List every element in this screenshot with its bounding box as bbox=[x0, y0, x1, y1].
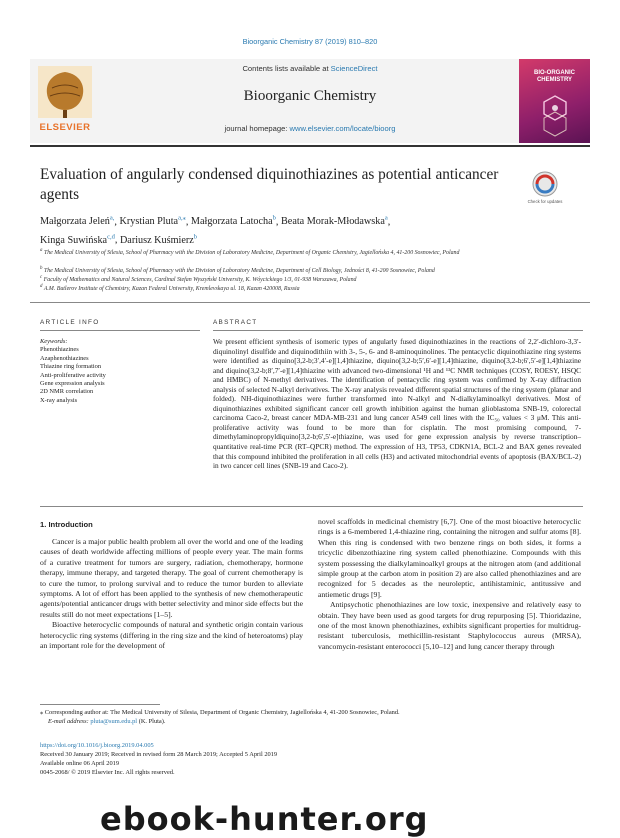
affiliation: $^c$ Faculty of Mathematics and Natural Sciences, Cardinal Stefan Wyszyński University, K. Wóycickiego 1/3, 01-938 Warszawa, Poland bbox=[40, 275, 357, 283]
keyword: Phenothiazines bbox=[40, 346, 79, 354]
affiliation: $^d$ A.M. Butlerov Institute of Chemistry, Kazan Federal University, Kremlevskaya ul. 18, Kazan 420008, Russia bbox=[40, 284, 300, 292]
abstract-text: We present efficient synthesis of isomeric types of angularly fused diquinothiazines in the reactions of 2,2′-dichloro-3,3′-diquinolinyl disulfide and diquinodithiin with 3-, 5-, 6- and 8-aminoquinolines. The pentacyclic diquinothiazine ring systems were identified as diquino[3,2-b;3′,4′-e][1,4]thiazine, diquino[3,2-b;5′,6′-e][1,4]thiazine, diquino[3,2-b;6′,5′-e][1,4]thiazine and diquino[3,2-b;8′,7′-e][1,4]thiazine with advanced two-dimensional ¹H and ¹³C NMR techniques (COSY, ROESY, HSQC and HMBC) of N-methyl derivatives. The identification of pentacyclic ring system was confirmed by X-ray diffraction analysis of selected N-alkyl derivatives. The X-ray analysis revealed different spatial structures of the ring system (planar and folded). NH-diquinothiazines were further transformed into N-alkyl and N-dialkylaminoalkyl derivatives. Most of diquinothiazines exhibited significant cancer cell growth inhibition against the human glioblastoma SNB-19, colorectal carcinoma Caco-2, breast cancer MDA-MB-231 and lung cancer A549 cell lines with the IC₅₀ values < 3 μM. This anti-proliferative activity was found to be more than for cisplatin. The most promising compound, 7-dimethylaminopropyldiquino[3,2-b;6′,5′-e]thiazine, was used for gene expression analysis by reverse transcription–quantitative real-time PCR (RT–QPCR) method. The expression of H3, TP53, CDKN1A, BCL-2 and BAX genes revealed that this compound inhibited the proliferation in all cells (H3) and activated mitochondrial events of apoptosis (BAX/BCL-2) in two cancer cell lines (SNB-19 and Caco-2). bbox=[213, 337, 581, 471]
affiliation: $^b$ The Medical University of Silesia, School of Pharmacy with the Division of Laboratory Medicine, Department of Cell Biology, Jedności 8, 41-200 Sosnowiec, Poland bbox=[40, 266, 435, 274]
abstract-heading: ABSTRACT bbox=[213, 319, 258, 326]
article-title: Evaluation of angularly condensed diquinothiazines as potential anticancer agents bbox=[40, 166, 499, 203]
homepage-line bbox=[110, 124, 510, 133]
article-info-rule bbox=[40, 330, 200, 331]
paragraph: Bioactive heterocyclic compounds of natural and synthetic origin contain various heterocyclic ring systems (differing in the ring size and the kind of heteroatoms) play an important role for the development of bbox=[40, 620, 303, 651]
watermark: ebook-hunter.org bbox=[100, 800, 429, 838]
check-for-updates-label[interactable]: Check for updates bbox=[527, 199, 563, 204]
author[interactable]: Beata Morak-Młodawska$^a$ bbox=[281, 215, 388, 228]
author[interactable]: Małgorzata Latocha$^b$ bbox=[190, 215, 276, 228]
elsevier-tree-logo bbox=[30, 60, 100, 130]
keyword: 2D NMR correlation bbox=[40, 388, 94, 396]
keywords-block bbox=[40, 338, 190, 405]
author[interactable]: Małgorzata Jeleń$^{a,}$ bbox=[40, 215, 115, 228]
cover-molecule-art bbox=[530, 90, 580, 138]
cover-title: BIO-ORGANIC CHEMISTRY bbox=[534, 70, 575, 83]
abstract-rule bbox=[213, 330, 583, 331]
affiliation-rule bbox=[30, 302, 590, 303]
keywords-label: Keywords: bbox=[40, 338, 68, 345]
sciencedirect-link[interactable]: ScienceDirect bbox=[330, 64, 378, 73]
paragraph: Cancer is a major public health problem all over the world and one of the leading causes of death worldwide affecting millions of people every year. The main forms of a curative treatment for tumors are surgery, radiation, chemotherapy, hormone therapy, immune therapy, and targeted therapy. The goal of current chemotherapy is to cure the tumor, to prolong survival and to reduce the tumor burden to alleviate symptoms. A lot of effort has been applied to the synthesis of new chemotherapeutic agents/potential anticancer drugs with better selectivity and minor side effects but the results still do not meet expectations [1–5]. bbox=[40, 537, 303, 619]
paragraph: novel scaffolds in medicinal chemistry [6,7]. One of the most bioactive heterocyclic rings is a 6-membered 1,4-thiazine ring, containing the nitrogen and sulfur atoms [8]. When this ring is condensed with two benzene rings on both sides, it forms a tricyclic dibenzothiazine ring system called phenothiazine. Compounds with this system possessing the dialkylaminoalkyl groups at the nitrogen atom (and additional simple group at the carbon atom in position 2) are also called phenothiazines and are recognized for 5 decades as the neuroleptic, antihistaminic, antitussive and antiemetic drugs [9]. bbox=[318, 517, 581, 599]
corresponding-note: ⁎ Corresponding author at: The Medical University of Silesia, Department of Organic Chemistry, Jagiellońska 4, 41-200 Sosnowiec, Poland. bbox=[40, 709, 400, 716]
section-heading: 1. Introduction bbox=[40, 520, 93, 529]
paragraph: Antipsychotic phenothiazines are low toxic, inexpensive and relatively easy to obtain. They have been used as good targets for drug repurposing [5]. Thioridazine, one of the most known phenothiazines, exhibits significant properties for multidrug-resistant tuberculosis, methicillin-resistant Staphylococcus aureus (MRSA), vancomycin-resistant enterococci [5,10–12] and lung cancer therapy through bbox=[318, 600, 581, 651]
email-line: E-mail address: pluta@sum.edu.pl (K. Pluta). bbox=[48, 718, 166, 725]
footnote-rule bbox=[40, 704, 160, 705]
dates-line: Received 30 January 2019; Received in revised form 28 March 2019; Accepted 5 April 2019 bbox=[40, 751, 278, 758]
abstract-bottom-rule bbox=[40, 506, 583, 507]
keyword: Anti-proliferative activity bbox=[40, 371, 106, 379]
masthead-rule bbox=[30, 145, 590, 147]
left-column bbox=[40, 537, 303, 651]
journal-citation[interactable]: Bioorganic Chemistry 87 (2019) 810–820 bbox=[242, 37, 378, 46]
keyword: Gene expression analysis bbox=[40, 380, 105, 388]
right-column bbox=[318, 517, 581, 652]
affiliation: $^a$ The Medical University of Silesia, School of Pharmacy with the Division of Laboratory Medicine, Department of Organic Chemistry, Jagiellońska 4, 41-200 Sosnowiec, Poland bbox=[40, 248, 460, 256]
contents-prefix: Contents lists available at bbox=[242, 64, 331, 73]
publisher-wordmark: ELSEVIER bbox=[39, 122, 91, 133]
homepage-prefix: journal homepage: bbox=[224, 124, 290, 133]
journal-title: Bioorganic Chemistry bbox=[243, 88, 377, 104]
author-list: Małgorzata Jeleń$^{a,}$, Krystian Pluta$^{a,⁎}$, Małgorzata Latocha$^b$, Beata Morak-Młodawska$^a$, Kinga Suwińska$^{c,d}$, Dariusz Kuśmierz$^b$ bbox=[40, 215, 391, 246]
contents-line bbox=[110, 64, 510, 73]
author[interactable]: Krystian Pluta$^{a,⁎}$ bbox=[119, 215, 186, 228]
keyword: Thiazine ring formation bbox=[40, 363, 102, 371]
homepage-link[interactable]: www.elsevier.com/locate/bioorg bbox=[289, 124, 396, 133]
author[interactable]: Dariusz Kuśmierz$^b$ bbox=[119, 233, 198, 246]
doi-line bbox=[40, 742, 590, 751]
keyword: X-ray analysis bbox=[40, 396, 78, 404]
doi-link[interactable]: https://doi.org/10.1016/j.bioorg.2019.04.005 bbox=[40, 742, 154, 749]
author[interactable]: Kinga Suwińska$^{c,d}$ bbox=[40, 233, 115, 246]
article-info-heading: ARTICLE INFO bbox=[40, 319, 100, 326]
email-link[interactable]: pluta@sum.edu.pl bbox=[90, 718, 138, 725]
keyword: Azaphenothiazines bbox=[40, 354, 89, 362]
online-line: Available online 06 April 2019 bbox=[40, 760, 120, 767]
copyright-line: 0045-2068/ © 2019 Elsevier Inc. All rights reserved. bbox=[40, 769, 175, 776]
